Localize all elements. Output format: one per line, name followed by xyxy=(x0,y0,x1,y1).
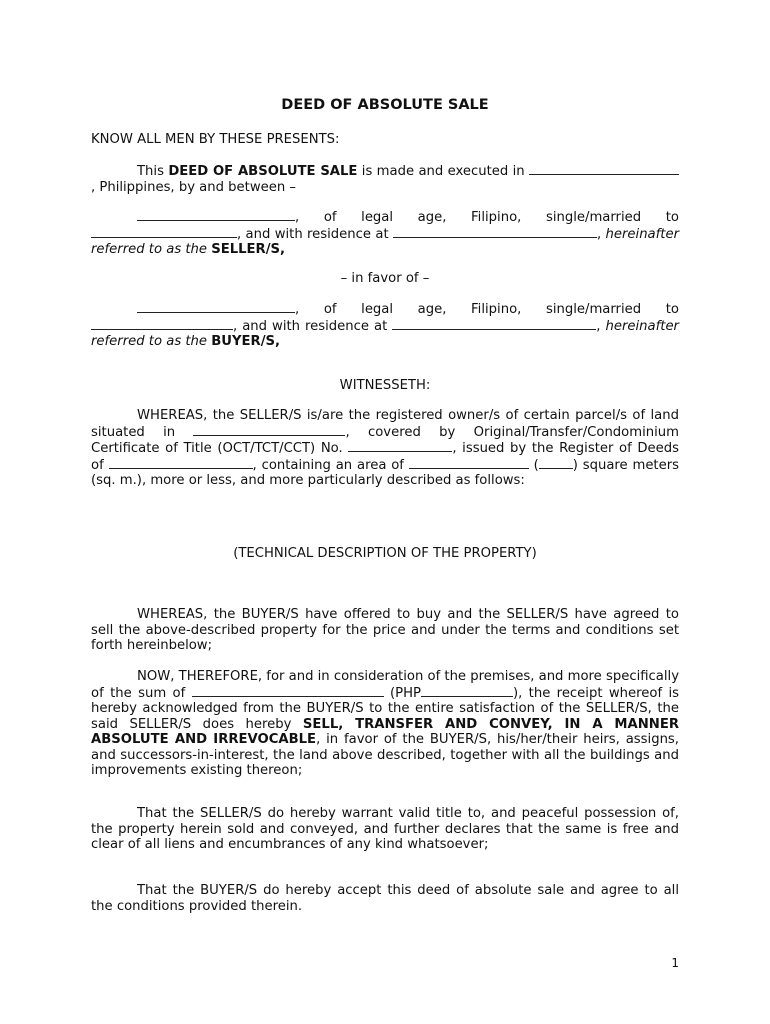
text: ), the receipt whereof is hereby acknowledged from the BUYER/S to the entire satisfaction of the SELLER/S, the said SELLER/S does hereby xyxy=(91,685,679,732)
paragraph-whereas-owner xyxy=(91,408,679,489)
text: , issued by the Register of Deeds of xyxy=(91,441,679,473)
blank-registry[interactable] xyxy=(109,457,253,469)
text: , and with residence at xyxy=(237,226,393,242)
paragraph-acceptance: That the BUYER/S do hereby accept this deed of absolute sale and agree to all the conditions provided therein. xyxy=(91,883,679,914)
blank-sum-words[interactable] xyxy=(192,685,384,697)
text: (PHP xyxy=(383,685,421,701)
italic-text: hereinafter referred to as the xyxy=(91,226,679,257)
blank-seller-spouse[interactable] xyxy=(91,226,237,238)
text: , of legal age, Filipino, single/married to xyxy=(295,302,679,317)
buyer-label: BUYER/S, xyxy=(211,334,281,349)
text: , Philippines, by and between – xyxy=(91,179,296,195)
italic-text: hereinafter referred to as the xyxy=(91,318,679,349)
witnesseth-heading: WITNESSETH: xyxy=(339,378,431,393)
blank-place[interactable] xyxy=(529,163,679,175)
blank-title-number[interactable] xyxy=(348,440,452,452)
text: , covered by Original/Transfer/Condominium Certificate of Title (OCT/TCT/CCT) No. xyxy=(91,424,679,456)
paragraph-seller xyxy=(91,209,679,258)
text: This xyxy=(137,164,169,179)
blank-buyer-residence[interactable] xyxy=(392,318,596,330)
text: WHEREAS, the SELLER/S is/are the registered owner/s of certain parcel/s of land situated in xyxy=(91,408,679,440)
blank-seller-name[interactable] xyxy=(137,209,295,221)
blank-buyer-name[interactable] xyxy=(137,301,295,313)
blank-buyer-spouse[interactable] xyxy=(91,318,233,330)
text: , xyxy=(596,318,601,334)
text: , in favor of the BUYER/S, his/her/their heirs, assigns, and successors-in-interest, the land above described, together with all the buildings and improvements existing thereon; xyxy=(91,732,679,778)
paragraph-warranty: That the SELLER/S do hereby warrant valid title to, and peaceful possession of, the property herein sold and conveyed, and further declares that the same is free and clear of all liens and encumbrances of any kind whatsoever; xyxy=(91,806,679,852)
blank-location[interactable] xyxy=(193,424,345,436)
text: , of legal age, Filipino, single/married to xyxy=(295,210,679,225)
text: is made and executed in xyxy=(357,164,529,179)
text: , and with residence at xyxy=(233,318,393,334)
bold-text: SELL, TRANSFER AND CONVEY, IN A MANNER ABSOLUTE AND IRREVOCABLE xyxy=(91,716,679,747)
bold-text: DEED OF ABSOLUTE SALE xyxy=(168,164,358,179)
text: , containing an area of xyxy=(252,457,409,473)
blank-area-words[interactable] xyxy=(409,457,529,469)
text: ) square meters (sq. m.), more or less, and more particularly described as follows: xyxy=(91,457,680,488)
text: , xyxy=(596,226,602,242)
document-title: DEED OF ABSOLUTE SALE xyxy=(281,97,489,113)
blank-sum-php[interactable] xyxy=(421,685,513,697)
blank-area-number[interactable] xyxy=(539,457,573,469)
intro-text: KNOW ALL MEN BY THESE PRESENTS: xyxy=(91,132,340,147)
text: NOW, THEREFORE, for and in consideration of the premises, and more specifically of the sum of xyxy=(91,669,680,701)
paragraph-whereas-offer: WHEREAS, the BUYER/S have offered to buy and the SELLER/S have agreed to sell the above-described property for the price and under the terms and conditions set forth hereinbelow; xyxy=(91,607,679,653)
text: ( xyxy=(528,457,539,473)
paragraph-now-therefore xyxy=(91,669,679,779)
paragraph-execution xyxy=(91,163,679,195)
paragraph-buyer xyxy=(91,301,679,350)
page-number: 1 xyxy=(671,956,679,970)
blank-seller-residence[interactable] xyxy=(393,226,597,238)
seller-label: SELLER/S, xyxy=(211,242,286,257)
technical-description: (TECHNICAL DESCRIPTION OF THE PROPERTY) xyxy=(233,546,537,561)
in-favor-of: – in favor of – xyxy=(340,271,430,286)
